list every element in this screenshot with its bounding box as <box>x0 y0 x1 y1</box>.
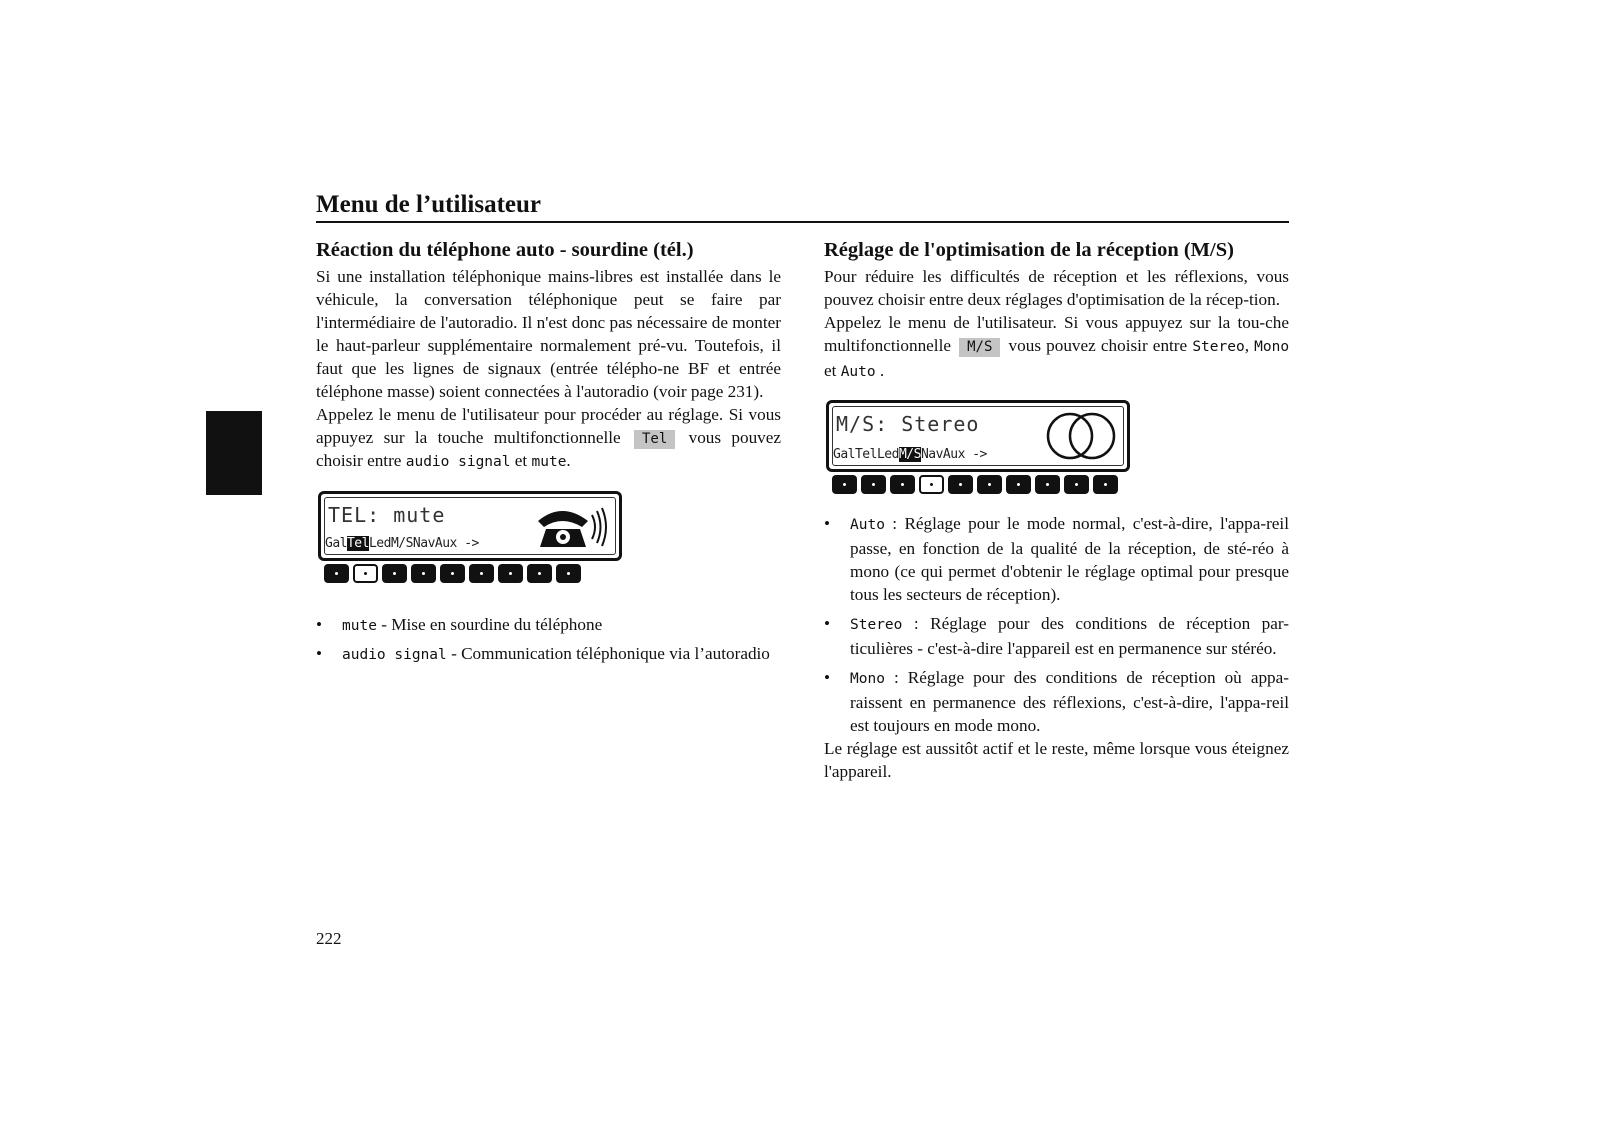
softkey-4 <box>411 564 436 583</box>
telephone-instructions-paragraph <box>316 403 781 474</box>
softkey-row <box>324 564 622 583</box>
option-mono: Mono <box>1254 339 1290 355</box>
lcd-status: M/S: Stereo <box>836 412 980 436</box>
softkey-3 <box>382 564 407 583</box>
list-item <box>824 512 1289 606</box>
instructions-text: Appelez le menu de l'utilisateur. Si vous appuyez sur la tou-che multifonctionnelle <box>824 313 1289 355</box>
softkey-5 <box>948 475 973 494</box>
softkey-row <box>832 475 1130 494</box>
lcd-display <box>318 491 622 561</box>
instructions-text-cont: vous pouvez choisir entre <box>1008 336 1188 355</box>
softkey-9 <box>1064 475 1089 494</box>
bullet-text: - Communication téléphonique via l’autoradio <box>446 644 770 663</box>
option-mute: mute <box>531 454 567 470</box>
section-heading-reception: Réglage de l'optimisation de la réception (M/S) <box>824 239 1234 261</box>
softkey-6 <box>469 564 494 583</box>
bullet-text: : Réglage pour le mode normal, c'est-à-dire, l'appa-reil passe, en fonction de la qualité de la réception, de sté-réo à mono (ce qui permet d'obtenir le réglage optimal pour presque tous les secteurs de réception). <box>850 514 1289 604</box>
telephone-options-list <box>316 613 781 667</box>
list-item <box>824 666 1289 737</box>
option-auto: Auto <box>840 364 876 380</box>
lcd-menu-pre: Gal <box>325 536 347 551</box>
softkey-4-selected <box>919 475 944 494</box>
left-column <box>316 236 781 671</box>
bullet-text: : Réglage pour des conditions de réception par-ticulières - c'est-à-dire l'appareil est en permanence sur stéréo. <box>850 614 1289 658</box>
lcd-menu-post: NavAux -> <box>920 447 987 462</box>
list-item <box>824 612 1289 660</box>
page-number: 222 <box>316 929 342 948</box>
softkey-3 <box>890 475 915 494</box>
lcd-menu-selected: Tel <box>346 536 369 551</box>
softkey-8 <box>1035 475 1060 494</box>
option-stereo: Stereo <box>1192 339 1245 355</box>
softkey-2-selected <box>353 564 378 583</box>
list-item <box>316 613 781 638</box>
softkey-2 <box>861 475 886 494</box>
tel-lcd-figure <box>318 491 622 583</box>
bullet-term: Stereo <box>850 617 903 633</box>
softkey-1 <box>832 475 857 494</box>
lcd-label: TEL: <box>328 503 381 527</box>
bullet-text: - Mise en sourdine du téléphone <box>376 615 603 634</box>
bullet-text: : Réglage pour des conditions de réception où appa-raissent en permanence des réflexions, c'est-à-dire, l'appa-reil est toujours en mode mono. <box>850 668 1289 735</box>
softkey-8 <box>527 564 552 583</box>
period: . <box>566 451 571 470</box>
option-audio-signal: audio signal <box>405 454 511 470</box>
lcd-menu-pre: GalTelLed <box>833 447 899 462</box>
softkey-5 <box>440 564 465 583</box>
bullet-term: audio signal <box>342 647 447 663</box>
tel-key-label: Tel <box>634 430 675 449</box>
chapter-tab-marker <box>206 411 262 495</box>
lcd-menu-bar <box>833 443 987 466</box>
ms-key-label: M/S <box>959 338 1000 357</box>
instructions-text: Appelez le menu de l'utilisateur pour procéder au réglage. Si vous appuyez sur la touche multifonctionnelle <box>316 405 781 447</box>
lcd-menu-bar <box>325 532 479 555</box>
stereo-circles-icon <box>1045 411 1121 461</box>
instructions-text-cont: vous pouvez choisir entre <box>316 428 782 470</box>
telephone-icon <box>534 505 610 549</box>
lcd-value: mute <box>393 503 446 527</box>
closing-paragraph: Le réglage est aussitôt actif et le reste, même lorsque vous éteignez l'appareil. <box>824 739 1289 781</box>
conjunction: et <box>514 451 528 470</box>
softkey-9 <box>556 564 581 583</box>
list-item <box>316 642 781 667</box>
softkey-7 <box>498 564 523 583</box>
bullet-term: Auto <box>850 517 885 533</box>
reception-instructions-paragraph <box>824 311 1289 384</box>
bullet-term: Mono <box>850 671 885 687</box>
comma: , <box>1244 336 1249 355</box>
softkey-1 <box>324 564 349 583</box>
period: . <box>879 361 885 380</box>
telephone-intro-paragraph: Si une installation téléphonique mains-libres est installée dans le véhicule, la conversation téléphonique peut se faire par l'intermédiaire de l'autoradio. Il n'est donc pas nécessaire de monter le haut-parleur supplémentaire normalement pré-vu. Toutefois, il faut que les lignes de signaux (entrée télépho-ne BF et entrée téléphone masse) soient connectées à l'autoradio (voir page 231). <box>316 267 781 401</box>
page-title: Menu de l’utilisateur <box>316 190 1289 223</box>
reception-intro-paragraph: Pour réduire les difficultés de réception et les réflexions, vous pouvez choisir entre deux réglages d'optimisation de la récep-tion. <box>824 267 1289 309</box>
right-column <box>824 236 1289 783</box>
section-heading-telephone: Réaction du téléphone auto - sourdine (tél.) <box>316 239 694 261</box>
conjunction: et <box>824 361 837 380</box>
ms-lcd-figure <box>826 400 1130 494</box>
lcd-status <box>328 504 445 527</box>
softkey-6 <box>977 475 1002 494</box>
reception-options-list <box>824 512 1289 737</box>
lcd-display <box>826 400 1130 472</box>
softkey-10 <box>1093 475 1118 494</box>
softkey-7 <box>1006 475 1031 494</box>
lcd-menu-post: LedM/SNavAux -> <box>368 536 479 551</box>
bullet-term: mute <box>342 618 377 634</box>
lcd-menu-selected: M/S <box>898 447 921 462</box>
